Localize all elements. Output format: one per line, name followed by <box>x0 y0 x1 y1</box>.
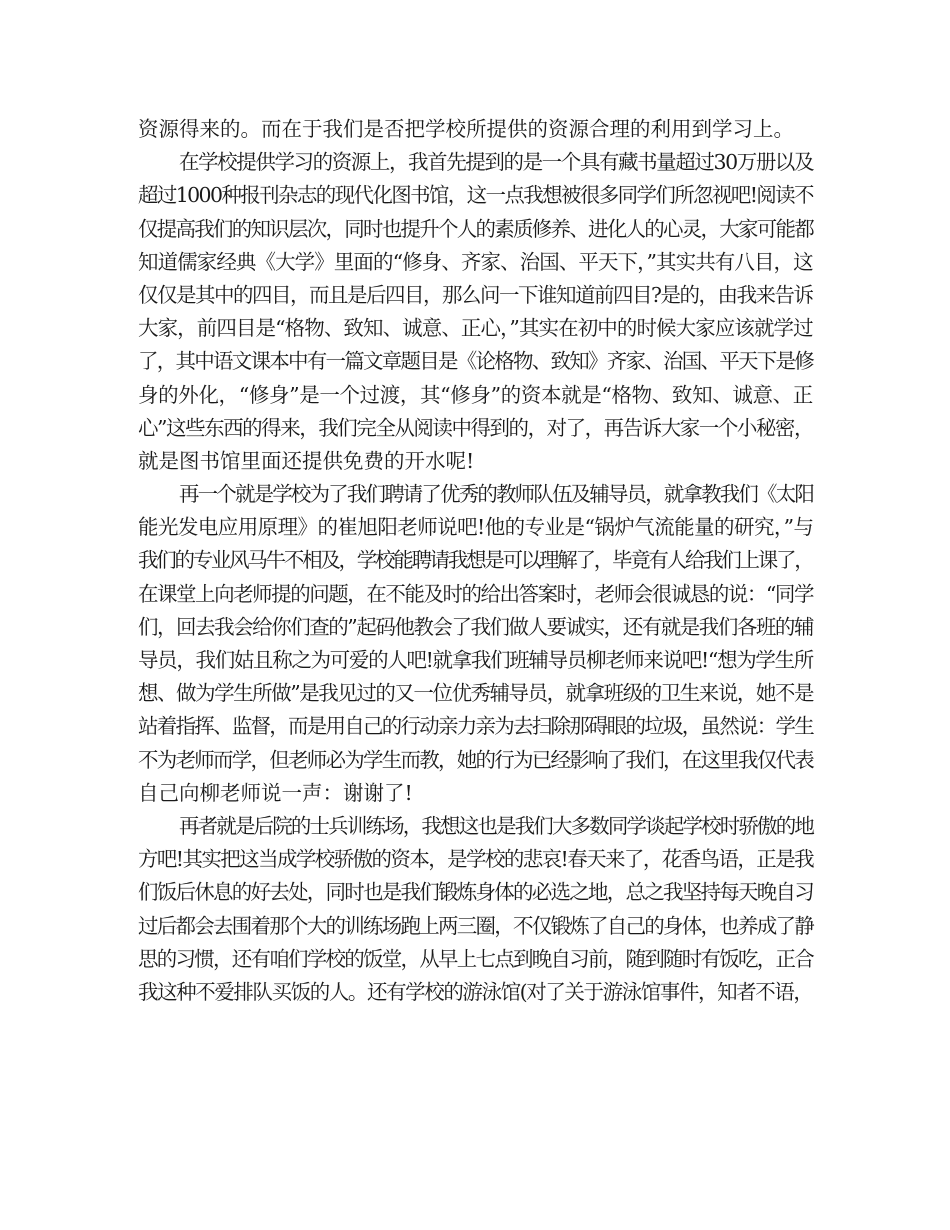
text-line: 自己向柳老师说一声：谢谢了! <box>138 780 413 805</box>
text-line: 不为老师而学，但老师必为学生而教，她的行为已经影响了我们，在这里我仅代表 <box>138 747 813 772</box>
text-line: 我这种不爱排队买饭的人。还有学校的游泳馆(对了关于游泳馆事件，知者不语， <box>138 979 813 1004</box>
text-line: 们，回去我会给你们查的”起码他教会了我们做人要诚实，还有就是我们各班的辅 <box>138 614 813 639</box>
text-line: 就是图书馆里面还提供免费的开水呢! <box>138 448 475 473</box>
paragraph-first-line: 再者就是后院的士兵训练场，我想这也是我们大多数同学谈起学校时骄傲的地 <box>179 813 813 838</box>
text-line: 仅提高我们的知识层次，同时也提升个人的素质修养、进化人的心灵，大家可能都 <box>138 216 813 241</box>
paragraph-first-line: 再一个就是学校为了我们聘请了优秀的教师队伍及辅导员，就拿教我们《太阳 <box>179 482 813 507</box>
text-line: 过后都会去围着那个大的训练场跑上两三圈，不仅锻炼了自己的身体，也养成了静 <box>138 913 813 938</box>
text-line: 资源得来的。而在于我们是否把学校所提供的资源合理的利用到学习上。 <box>138 117 794 141</box>
text-line: 方吧!其实把这当成学校骄傲的资本，是学校的悲哀!春天来了，花香鸟语，正是我 <box>138 847 813 872</box>
text-line: 导员，我们姑且称之为可爱的人吧!就拿我们班辅导员柳老师来说吧!“想为学生所 <box>138 648 813 672</box>
text-line: 想、做为学生所做”是我见过的又一位优秀辅导员，就拿班级的卫生来说，她不是 <box>138 681 813 706</box>
document-body <box>138 113 813 1009</box>
text-line: 在课堂上向老师提的问题，在不能及时的给出答案时，老师会很诚恳的说：“同学 <box>138 581 813 606</box>
text-line: 知道儒家经典《大学》里面的“修身、齐家、治国、平天下，”其实共有八目，这 <box>138 249 813 274</box>
text-line: 站着指挥、监督，而是用自己的行动亲力亲为去扫除那碍眼的垃圾，虽然说：学生 <box>138 714 813 739</box>
text-line: 大家，前四目是“格物、致知、诚意、正心，”其实在初中的时候大家应该就学过 <box>138 316 813 341</box>
text-line: 心”这些东西的得来，我们完全从阅读中得到的，对了，再告诉大家一个小秘密， <box>138 415 813 440</box>
text-line: 身的外化，“修身”是一个过渡，其“修身”的资本就是“格物、致知、诚意、正 <box>138 382 813 407</box>
text-line: 思的习惯，还有咱们学校的饭堂，从早上七点到晚自习前，随到随时有饭吃，正合 <box>138 946 813 971</box>
text-line: 们饭后休息的好去处，同时也是我们锻炼身体的必选之地，总之我坚持每天晚自习 <box>138 880 813 905</box>
text-line: 我们的专业风马牛不相及，学校能聘请我想是可以理解了，毕竟有人给我们上课了， <box>138 548 813 573</box>
text-line: 仅仅是其中的四目，而且是后四目，那么问一下谁知道前四目?是的，由我来告诉 <box>138 282 813 307</box>
paragraph-first-line: 在学校提供学习的资源上，我首先提到的是一个具有藏书量超过30万册以及 <box>179 150 814 175</box>
text-line: 能光发电应用原理》的崔旭阳老师说吧!他的专业是“锅炉气流能量的研究，”与 <box>138 515 814 540</box>
text-line: 超过1000种报刊杂志的现代化图书馆，这一点我想被很多同学们所忽视吧!阅读不 <box>138 183 813 208</box>
text-line: 了，其中语文课本中有一篇文章题目是《论格物、致知》齐家、治国、平天下是修 <box>138 349 813 374</box>
